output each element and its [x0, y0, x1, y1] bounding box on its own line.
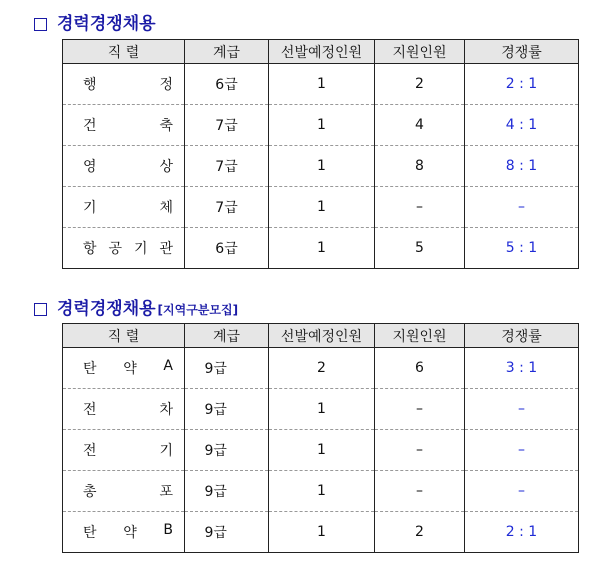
planned-cell: 2: [269, 348, 375, 389]
header-rate: 경쟁률: [465, 40, 579, 64]
role-cell: [63, 146, 185, 187]
role-char: 전: [83, 402, 97, 418]
header-planned: 선발예정인원: [269, 324, 375, 348]
grade-cell: 6급: [185, 228, 269, 269]
grade-num: 9: [204, 484, 214, 500]
planned-cell: 1: [269, 389, 375, 430]
grade-cell: [185, 389, 269, 430]
header-role: 직 렬: [63, 324, 185, 348]
applicants-cell: 2: [375, 512, 465, 553]
role-cell: [63, 228, 185, 269]
grade-unit: 급: [213, 525, 227, 541]
role-char: 공: [108, 241, 123, 257]
table-header-row: [63, 324, 579, 348]
table-header-row: [63, 40, 579, 64]
role-char: 영: [83, 159, 97, 175]
applicants-cell: 4: [375, 105, 465, 146]
planned-cell: 1: [269, 64, 375, 105]
grade-cell: 7급: [185, 146, 269, 187]
rate-cell: 5 : 1: [465, 228, 579, 269]
grade-unit: 급: [213, 361, 227, 377]
applicants-cell: 2: [375, 64, 465, 105]
role-char: 정: [159, 77, 173, 93]
header-rate: 경쟁률: [465, 324, 579, 348]
role-char: 기: [159, 443, 173, 459]
recruitment-table-1: [62, 39, 579, 269]
table-row: [63, 64, 579, 105]
rate-cell: –: [465, 389, 579, 430]
role-char: 차: [159, 402, 173, 418]
header-grade: 계급: [185, 40, 269, 64]
role-char: B: [163, 522, 173, 538]
rate-cell: –: [465, 430, 579, 471]
table-row: [63, 389, 579, 430]
role-char: 체: [159, 200, 173, 216]
table-row: [63, 146, 579, 187]
role-char: 포: [159, 484, 173, 500]
header-applicants: 지원인원: [375, 40, 465, 64]
role-char: 축: [159, 118, 173, 134]
table-row: [63, 187, 579, 228]
role-cell: [63, 64, 185, 105]
grade-cell: [185, 348, 269, 389]
grade-num: 9: [204, 525, 214, 541]
section-subtitle: [지역구분모집]: [157, 303, 239, 317]
grade-unit: 급: [213, 402, 227, 418]
grade-cell: [185, 471, 269, 512]
role-cell: [63, 105, 185, 146]
role-char: 전: [83, 443, 97, 459]
grade-cell: [185, 430, 269, 471]
table-row: [63, 471, 579, 512]
role-cell: [63, 187, 185, 228]
header-applicants: 지원인원: [375, 324, 465, 348]
planned-cell: 1: [269, 105, 375, 146]
applicants-cell: –: [375, 471, 465, 512]
rate-cell: 4 : 1: [465, 105, 579, 146]
table-row: [63, 105, 579, 146]
role-cell: [63, 430, 185, 471]
table-row: [63, 228, 579, 269]
role-char: 약: [123, 525, 137, 541]
role-char: 행: [83, 77, 97, 93]
role-cell: [63, 471, 185, 512]
rate-cell: –: [465, 187, 579, 228]
square-bullet-icon: [34, 303, 47, 316]
role-char: 탄: [83, 361, 97, 377]
header-grade: 계급: [185, 324, 269, 348]
role-char: 관: [159, 241, 173, 257]
applicants-cell: –: [375, 187, 465, 228]
role-char: 탄: [83, 525, 97, 541]
rate-cell: 8 : 1: [465, 146, 579, 187]
grade-cell: 7급: [185, 105, 269, 146]
planned-cell: 1: [269, 146, 375, 187]
role-char: 상: [159, 159, 173, 175]
grade-cell: [185, 512, 269, 553]
section-title-text: 경력경쟁채용: [57, 299, 156, 319]
rate-cell: –: [465, 471, 579, 512]
planned-cell: 1: [269, 430, 375, 471]
role-char: A: [163, 358, 173, 374]
planned-cell: 1: [269, 187, 375, 228]
grade-cell: 6급: [185, 64, 269, 105]
planned-cell: 1: [269, 471, 375, 512]
grade-num: 9: [204, 443, 214, 459]
role-char: 총: [83, 484, 97, 500]
table-row: [63, 430, 579, 471]
section-title-1: [34, 9, 156, 34]
section-title-text: 경력경쟁채용: [57, 14, 156, 34]
planned-cell: 1: [269, 228, 375, 269]
rate-cell: 2 : 1: [465, 512, 579, 553]
role-cell: [63, 389, 185, 430]
rate-cell: 2 : 1: [465, 64, 579, 105]
square-bullet-icon: [34, 18, 47, 31]
header-planned: 선발예정인원: [269, 40, 375, 64]
grade-cell: 7급: [185, 187, 269, 228]
role-cell: [63, 348, 185, 389]
role-char: 건: [83, 118, 97, 134]
applicants-cell: –: [375, 430, 465, 471]
rate-cell: 3 : 1: [465, 348, 579, 389]
role-char: 약: [123, 361, 137, 377]
grade-num: 9: [204, 361, 214, 377]
table-row: [63, 512, 579, 553]
header-role: 직 렬: [63, 40, 185, 64]
recruitment-table-2: [62, 323, 579, 553]
table-row: [63, 348, 579, 389]
applicants-cell: 8: [375, 146, 465, 187]
applicants-cell: –: [375, 389, 465, 430]
role-char: 항: [83, 241, 97, 257]
applicants-cell: 5: [375, 228, 465, 269]
role-char: 기: [83, 200, 97, 216]
applicants-cell: 6: [375, 348, 465, 389]
role-char: 기: [133, 241, 148, 257]
planned-cell: 1: [269, 512, 375, 553]
grade-unit: 급: [213, 484, 227, 500]
section-title-2: [34, 294, 238, 319]
role-cell: [63, 512, 185, 553]
grade-unit: 급: [213, 443, 227, 459]
grade-num: 9: [204, 402, 214, 418]
